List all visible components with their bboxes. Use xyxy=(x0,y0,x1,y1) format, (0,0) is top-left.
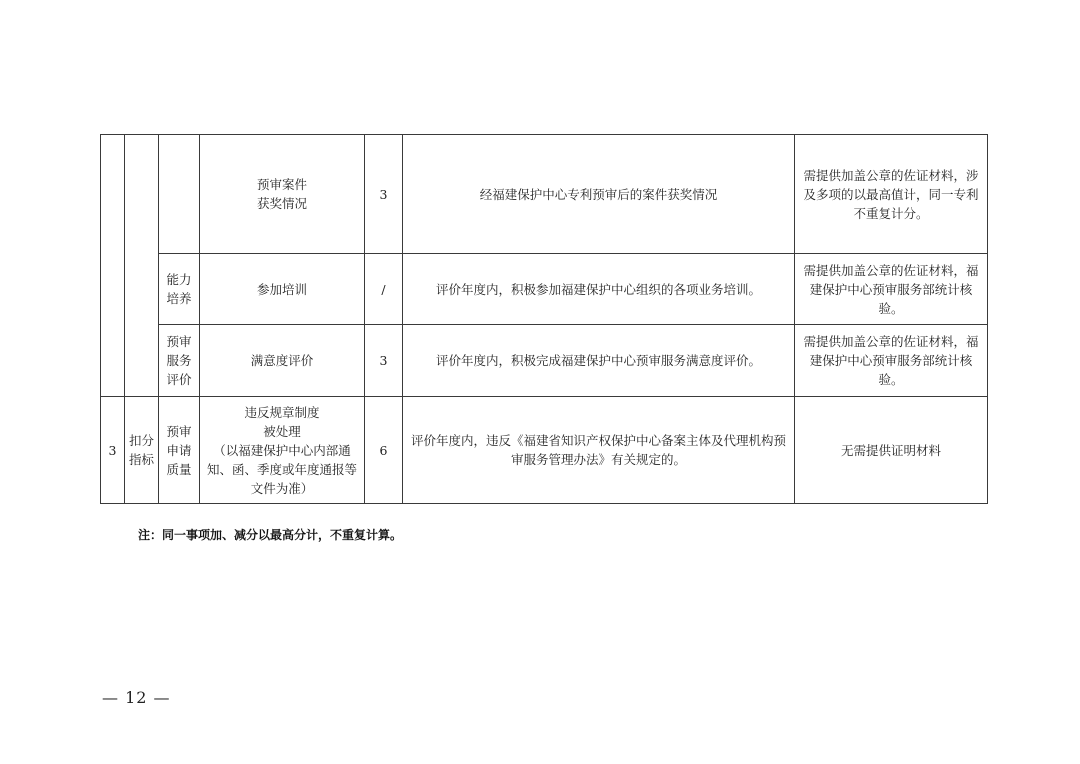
evidence-cell: 需提供加盖公章的佐证材料，涉及多项的以最高值计，同一专利不重复计分。 xyxy=(795,135,988,254)
table-row xyxy=(101,397,988,504)
item-cell: 预审案件 获奖情况 xyxy=(200,135,365,254)
table-row xyxy=(101,254,988,325)
item-cell: 参加培训 xyxy=(200,254,365,325)
item-cell: 满意度评价 xyxy=(200,325,365,397)
subcategory-cell: 预审 服务 评价 xyxy=(159,325,200,397)
score-cell: 3 xyxy=(365,135,403,254)
scoring-table xyxy=(100,134,988,504)
empty-cell xyxy=(125,135,159,397)
category-cell: 扣分 指标 xyxy=(125,397,159,504)
page-number: — 12 — xyxy=(102,688,171,707)
footnote: 注：同一事项加、减分以最高分计，不重复计算。 xyxy=(138,528,403,542)
table-row xyxy=(101,325,988,397)
evidence-cell: 需提供加盖公章的佐证材料，福建保护中心预审服务部统计核验。 xyxy=(795,254,988,325)
standard-cell: 评价年度内，积极完成福建保护中心预审服务满意度评价。 xyxy=(403,325,795,397)
empty-cell xyxy=(159,135,200,254)
evidence-cell: 需提供加盖公章的佐证材料，福建保护中心预审服务部统计核验。 xyxy=(795,325,988,397)
subcategory-cell: 预审 申请 质量 xyxy=(159,397,200,504)
item-cell: 违反规章制度 被处理 （以福建保护中心内部通知、函、季度或年度通报等文件为准） xyxy=(200,397,365,504)
evidence-cell: 无需提供证明材料 xyxy=(795,397,988,504)
score-cell: 6 xyxy=(365,397,403,504)
number-cell: 3 xyxy=(101,397,125,504)
subcategory-cell: 能力 培养 xyxy=(159,254,200,325)
standard-cell: 评价年度内，积极参加福建保护中心组织的各项业务培训。 xyxy=(403,254,795,325)
standard-cell: 评价年度内，违反《福建省知识产权保护中心备案主体及代理机构预审服务管理办法》有关规定的。 xyxy=(403,397,795,504)
score-cell: 3 xyxy=(365,325,403,397)
score-cell: / xyxy=(365,254,403,325)
standard-cell: 经福建保护中心专利预审后的案件获奖情况 xyxy=(403,135,795,254)
table-row xyxy=(101,135,988,254)
empty-cell xyxy=(101,135,125,397)
